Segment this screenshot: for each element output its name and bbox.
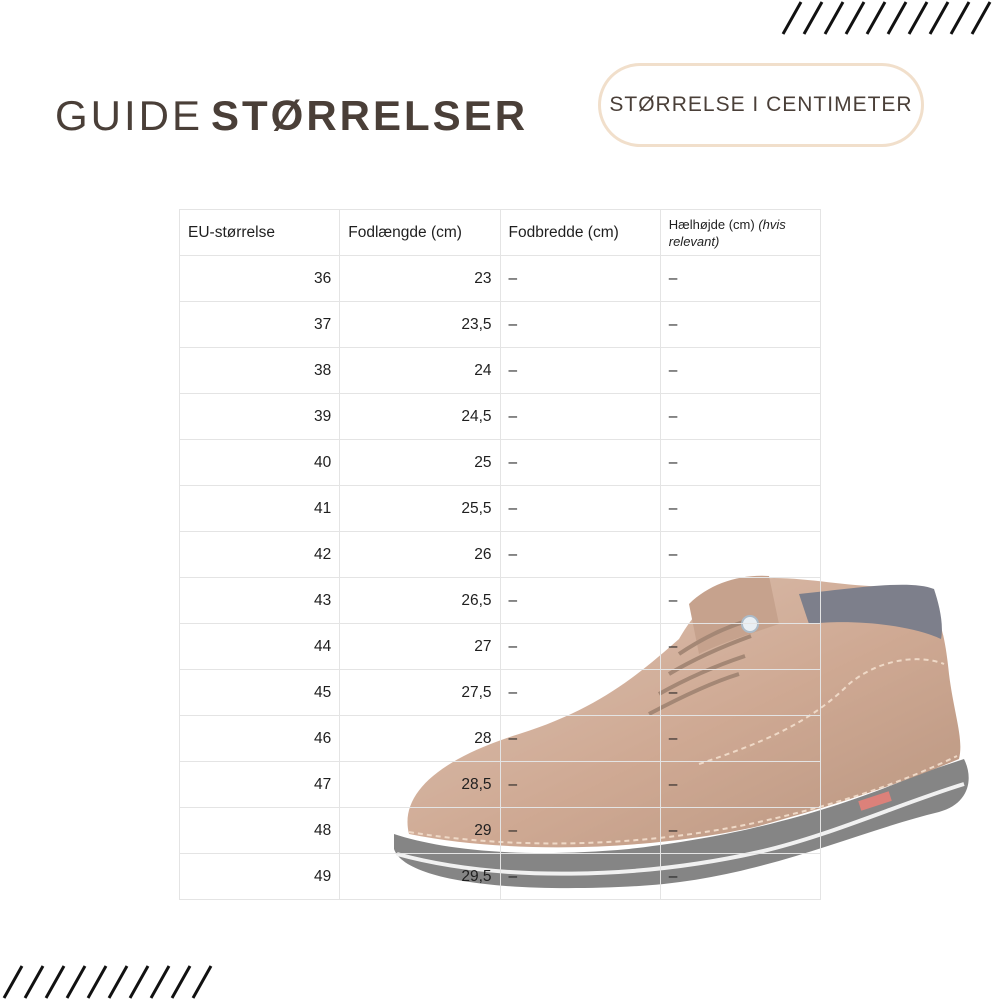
cell-heel: – — [660, 762, 820, 808]
table-row — [180, 808, 821, 854]
cell-eu: 43 — [180, 578, 340, 624]
page-title — [55, 92, 528, 140]
cell-eu: 40 — [180, 440, 340, 486]
table-row — [180, 854, 821, 900]
cell-length: 28 — [340, 716, 500, 762]
cell-eu: 44 — [180, 624, 340, 670]
cell-length: 24 — [340, 348, 500, 394]
cell-width: – — [500, 578, 660, 624]
cell-width: – — [500, 854, 660, 900]
table-row — [180, 256, 821, 302]
cell-width: – — [500, 486, 660, 532]
cell-eu: 47 — [180, 762, 340, 808]
cell-heel: – — [660, 808, 820, 854]
cell-length: 23,5 — [340, 302, 500, 348]
cell-length: 27,5 — [340, 670, 500, 716]
cell-eu: 41 — [180, 486, 340, 532]
cell-length: 23 — [340, 256, 500, 302]
title-bold: STØRRELSER — [211, 92, 529, 139]
cell-heel: – — [660, 440, 820, 486]
cell-length: 29,5 — [340, 854, 500, 900]
bottom-stripes-decoration — [0, 964, 225, 1000]
cell-width: – — [500, 670, 660, 716]
table-row — [180, 440, 821, 486]
cell-eu: 38 — [180, 348, 340, 394]
table-row — [180, 716, 821, 762]
cell-heel: – — [660, 394, 820, 440]
cell-length: 25 — [340, 440, 500, 486]
cell-heel: – — [660, 578, 820, 624]
header-heel-height — [660, 210, 820, 256]
table-row — [180, 762, 821, 808]
cell-heel: – — [660, 670, 820, 716]
table-row — [180, 348, 821, 394]
cell-width: – — [500, 440, 660, 486]
cell-width: – — [500, 808, 660, 854]
cell-width: – — [500, 762, 660, 808]
cell-eu: 39 — [180, 394, 340, 440]
cell-heel: – — [660, 486, 820, 532]
header-foot-width: Fodbredde (cm) — [500, 210, 660, 256]
size-table-container — [179, 209, 821, 901]
table-row — [180, 486, 821, 532]
cell-length: 28,5 — [340, 762, 500, 808]
header-heel-label: Hælhøjde (cm) — [668, 216, 755, 232]
cell-eu: 49 — [180, 854, 340, 900]
cell-heel: – — [660, 256, 820, 302]
table-header-row — [180, 210, 821, 256]
cell-heel: – — [660, 716, 820, 762]
cell-length: 26,5 — [340, 578, 500, 624]
cell-eu: 48 — [180, 808, 340, 854]
cell-eu: 42 — [180, 532, 340, 578]
top-stripes-decoration — [775, 0, 1000, 36]
table-row — [180, 394, 821, 440]
table-row — [180, 302, 821, 348]
table-row — [180, 624, 821, 670]
cell-length: 25,5 — [340, 486, 500, 532]
cell-width: – — [500, 256, 660, 302]
table-row — [180, 578, 821, 624]
header-eu-size: EU-størrelse — [180, 210, 340, 256]
cell-width: – — [500, 394, 660, 440]
cell-width: – — [500, 532, 660, 578]
table-row — [180, 670, 821, 716]
cell-width: – — [500, 302, 660, 348]
header-heel-note: (hvis relevant) — [668, 216, 786, 249]
cell-heel: – — [660, 302, 820, 348]
cell-heel: – — [660, 854, 820, 900]
cell-width: – — [500, 716, 660, 762]
cell-length: 27 — [340, 624, 500, 670]
cell-heel: – — [660, 624, 820, 670]
title-light: GUIDE — [55, 92, 204, 139]
cell-heel: – — [660, 532, 820, 578]
cell-width: – — [500, 348, 660, 394]
header-foot-length: Fodlængde (cm) — [340, 210, 500, 256]
cell-eu: 46 — [180, 716, 340, 762]
cell-eu: 45 — [180, 670, 340, 716]
table-row — [180, 532, 821, 578]
cell-eu: 36 — [180, 256, 340, 302]
unit-badge: STØRRELSE I CENTIMETER — [598, 63, 924, 147]
cell-width: – — [500, 624, 660, 670]
cell-length: 29 — [340, 808, 500, 854]
cell-heel: – — [660, 348, 820, 394]
cell-length: 24,5 — [340, 394, 500, 440]
cell-eu: 37 — [180, 302, 340, 348]
cell-length: 26 — [340, 532, 500, 578]
size-table — [179, 209, 821, 900]
